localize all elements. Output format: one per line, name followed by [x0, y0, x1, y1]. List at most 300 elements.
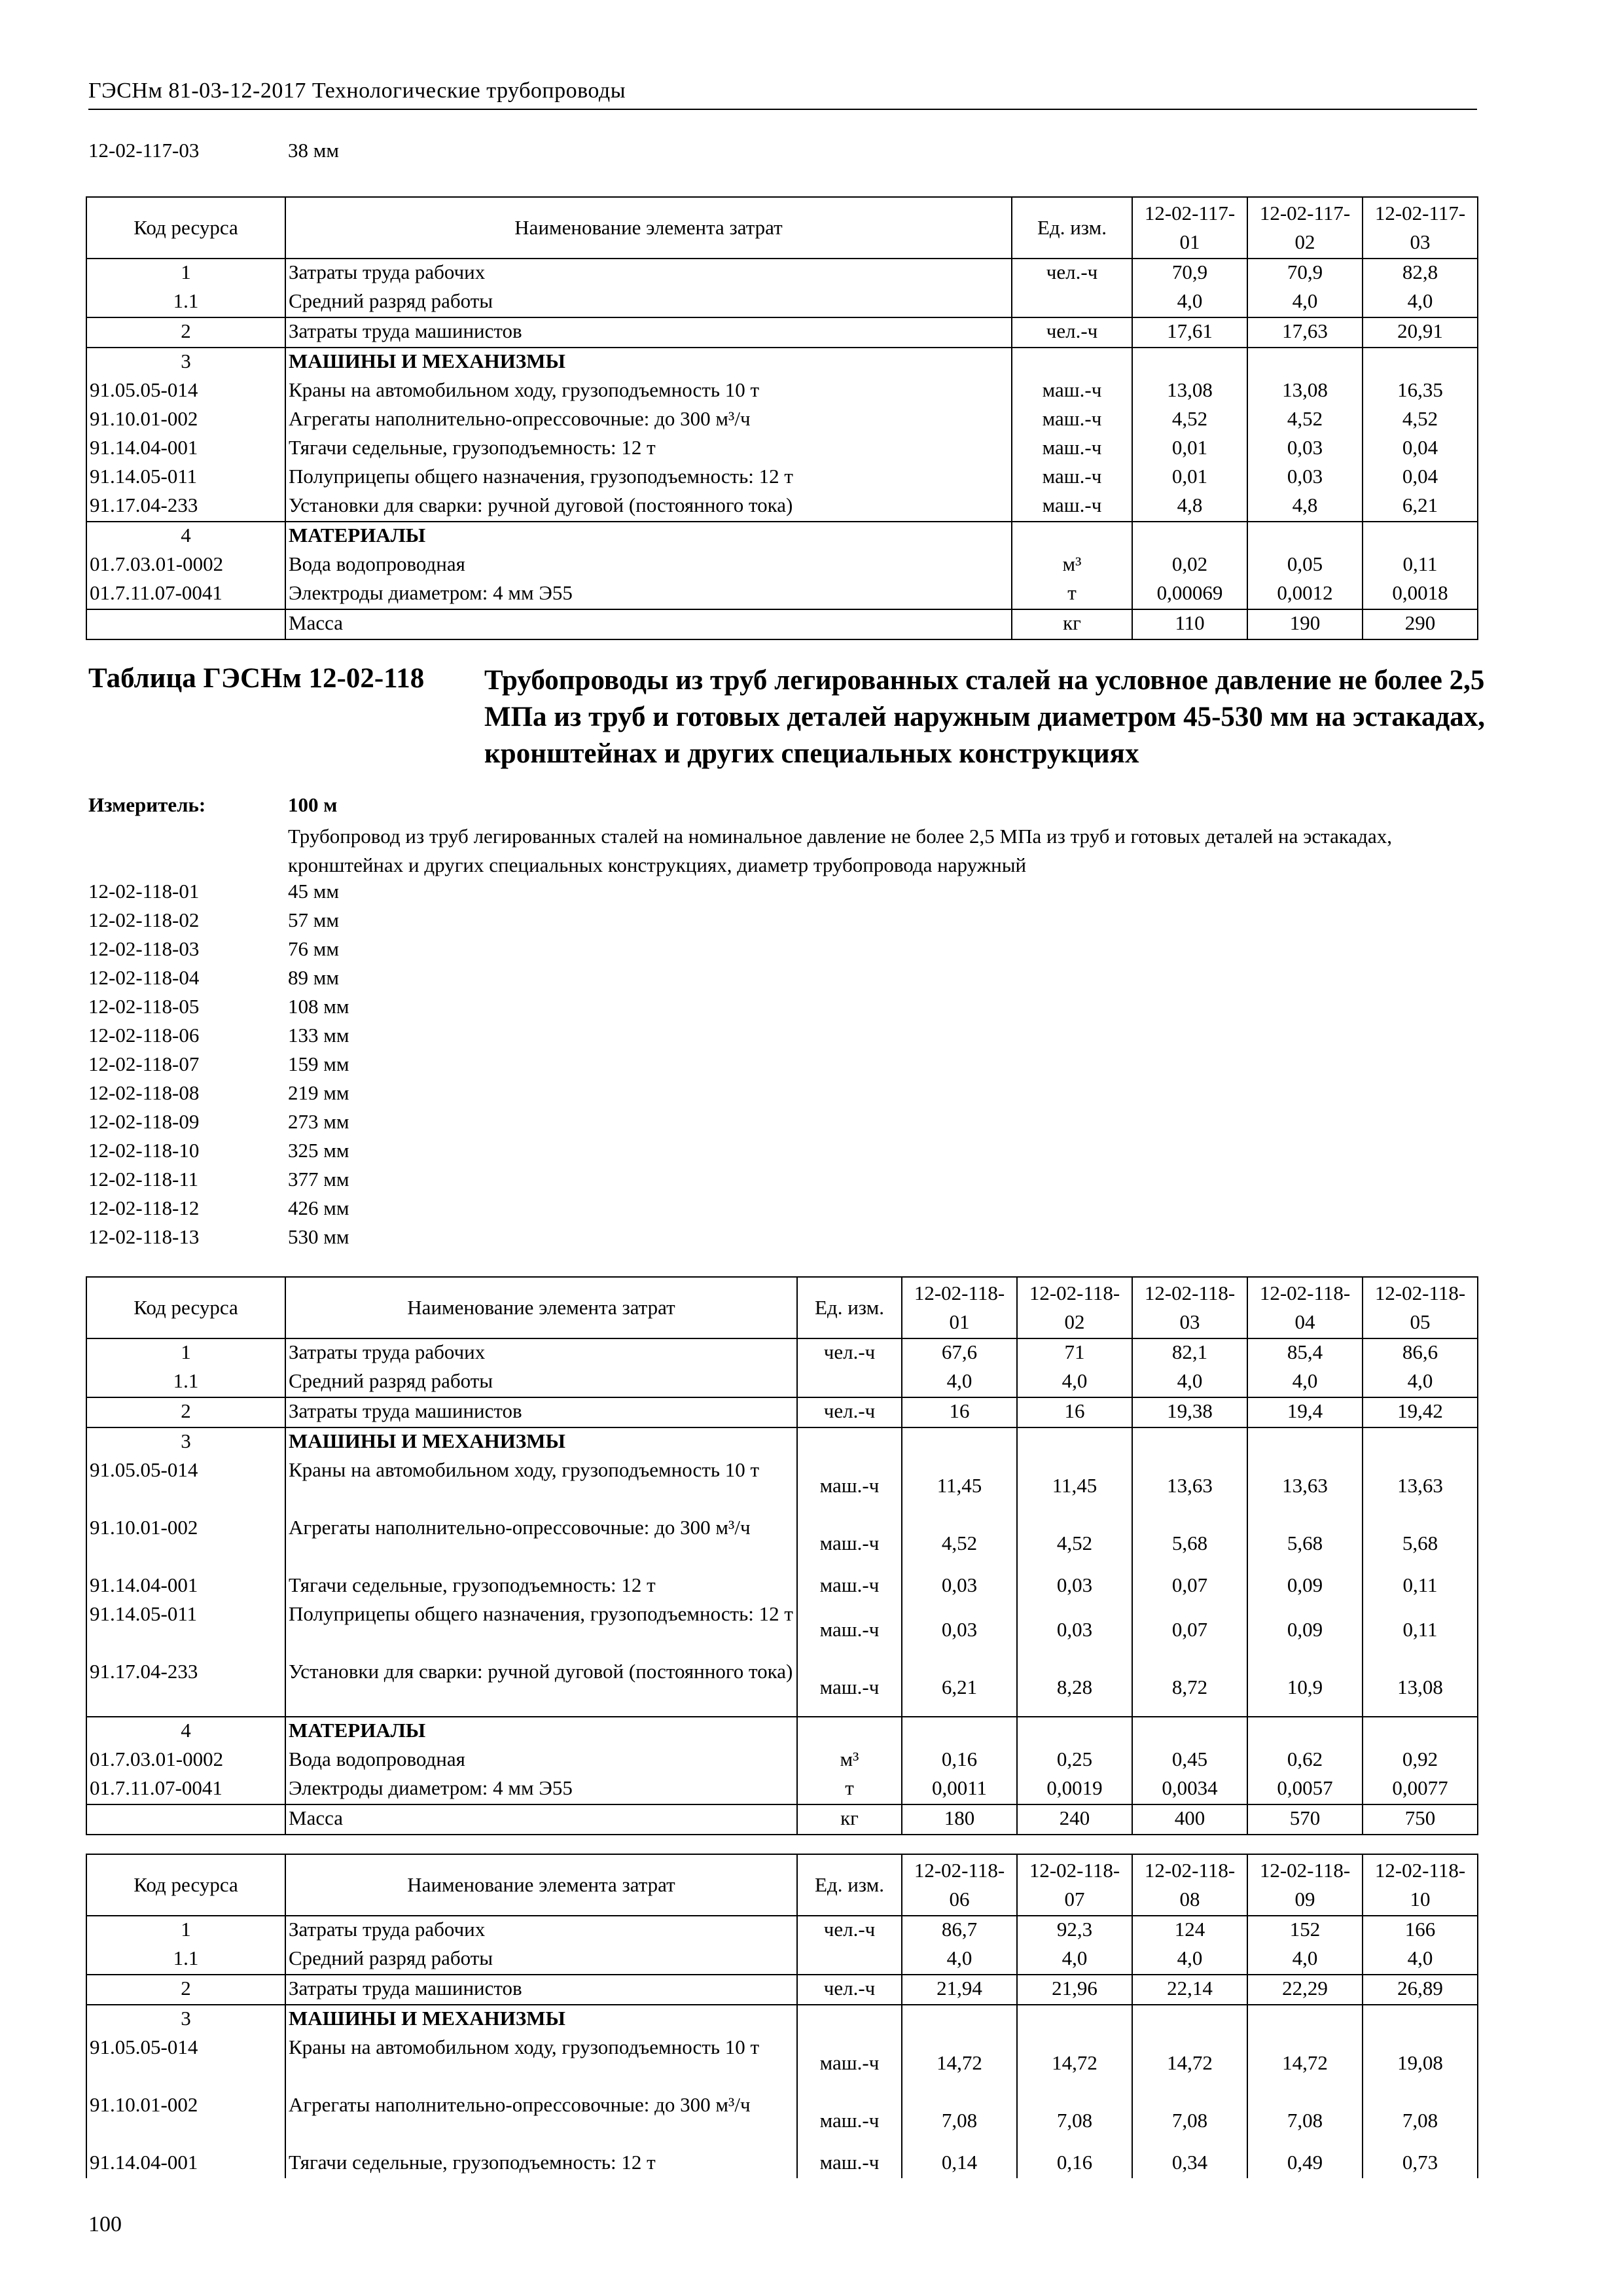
- resource-code: 91.14.04-001: [86, 1572, 285, 1601]
- resource-code: 91.10.01-002: [86, 406, 285, 435]
- header-col: 12-02-118-07: [1017, 1854, 1132, 1916]
- item-code: 12-02-118-08: [88, 1081, 200, 1104]
- resource-value: 13,63: [1247, 1457, 1363, 1515]
- resource-unit: маш.-ч: [797, 1515, 902, 1572]
- table-row: [86, 259, 1478, 288]
- diameter-item: [88, 1225, 349, 1249]
- item-value: 108 мм: [288, 995, 349, 1018]
- resource-code: 1.1: [86, 288, 285, 317]
- header-name: Наименование элемента затрат: [285, 197, 1012, 259]
- resource-name: Средний разряд работы: [285, 288, 1012, 317]
- table-row: [86, 492, 1478, 522]
- page-number: 100: [88, 2212, 122, 2236]
- resource-code: 91.17.04-233: [86, 1659, 285, 1717]
- resource-value: 4,8: [1247, 492, 1363, 522]
- resource-value: 8,72: [1132, 1659, 1247, 1717]
- resource-unit: маш.-ч: [1012, 463, 1132, 492]
- resource-value: 240: [1017, 1804, 1132, 1835]
- table-title: Трубопроводы из труб легированных сталей на условное давление не более 2,5 МПа из труб и готовых деталей наружным диаметром 45-530 мм на эстакадах, кронштейнах и других специальных конструкциях: [484, 665, 1485, 769]
- resource-code: 2: [86, 1975, 285, 2005]
- resource-code: 3: [86, 1427, 285, 1457]
- diameter-item: [88, 966, 339, 990]
- item-value: 219 мм: [288, 1081, 349, 1104]
- resource-name: Агрегаты наполнительно-опрессовочные: до 300 м³/ч: [285, 2092, 797, 2149]
- resource-value: 26,89: [1363, 1975, 1478, 2005]
- table-row: [86, 1804, 1478, 1835]
- resource-value: 82,1: [1132, 1338, 1247, 1368]
- resource-value: [1247, 1717, 1363, 1746]
- page-header: ГЭСНм 81-03-12-2017 Технологические трубопроводы: [88, 79, 626, 103]
- item-code: 12-02-118-02: [88, 908, 200, 931]
- resource-code: 4: [86, 522, 285, 551]
- table-label: Таблица ГЭСНм 12-02-118: [88, 663, 425, 694]
- table-row: [86, 1717, 1478, 1746]
- resource-value: 0,04: [1363, 463, 1478, 492]
- item-code: 12-02-117-03: [88, 139, 200, 162]
- resource-value: 92,3: [1017, 1916, 1132, 1945]
- diameter-item: [88, 1196, 349, 1220]
- resource-value: 7,08: [1363, 2092, 1478, 2149]
- resource-name: МАШИНЫ И МЕХАНИЗМЫ: [285, 1427, 797, 1457]
- header-unit: Ед. изм.: [797, 1277, 902, 1338]
- resource-value: [1363, 522, 1478, 551]
- resource-code: 1: [86, 1338, 285, 1368]
- resource-value: 4,52: [1363, 406, 1478, 435]
- resource-unit: т: [797, 1775, 902, 1804]
- resource-table-118-b: [86, 1854, 1478, 2178]
- resource-value: 7,08: [1247, 2092, 1363, 2149]
- resource-name: Полуприцепы общего назначения, грузоподъемность: 12 т: [285, 1601, 797, 1659]
- resource-value: 0,0034: [1132, 1775, 1247, 1804]
- resource-value: 16: [902, 1397, 1017, 1427]
- resource-value: 0,07: [1132, 1572, 1247, 1601]
- resource-value: 190: [1247, 609, 1363, 639]
- resource-value: 82,8: [1363, 259, 1478, 288]
- item-value: 426 мм: [288, 1196, 349, 1219]
- resource-value: [1132, 1427, 1247, 1457]
- resource-unit: чел.-ч: [797, 1975, 902, 2005]
- resource-name: Тягачи седельные, грузоподъемность: 12 т: [285, 435, 1012, 463]
- resource-value: 6,21: [902, 1659, 1017, 1717]
- measure-label: Измеритель:: [88, 793, 206, 816]
- header-col: 12-02-118-05: [1363, 1277, 1478, 1338]
- resource-code: 01.7.11.07-0041: [86, 580, 285, 609]
- resource-name: МАТЕРИАЛЫ: [285, 1717, 797, 1746]
- resource-unit: [797, 1945, 902, 1975]
- table-header-row: [86, 1277, 1478, 1338]
- resource-unit: м³: [797, 1746, 902, 1775]
- resource-value: 0,0011: [902, 1775, 1017, 1804]
- resource-name: Затраты труда машинистов: [285, 1975, 797, 2005]
- diameter-item: [88, 1110, 349, 1134]
- diameter-item: [88, 880, 339, 903]
- item-code: 12-02-118-03: [88, 937, 200, 960]
- resource-name: Установки для сварки: ручной дуговой (постоянного тока): [285, 1659, 797, 1717]
- resource-value: 16,35: [1363, 377, 1478, 406]
- item-code: 12-02-118-04: [88, 966, 200, 989]
- resource-name: Краны на автомобильном ходу, грузоподъемность 10 т: [285, 2034, 797, 2092]
- header-col: 12-02-118-06: [902, 1854, 1017, 1916]
- header-col: 12-02-117-03: [1363, 197, 1478, 259]
- resource-unit: маш.-ч: [1012, 406, 1132, 435]
- resource-unit: маш.-ч: [797, 1659, 902, 1717]
- resource-name: Вода водопроводная: [285, 551, 1012, 580]
- resource-value: 19,4: [1247, 1397, 1363, 1427]
- table-row: [86, 522, 1478, 551]
- header-unit: Ед. изм.: [1012, 197, 1132, 259]
- resource-value: 4,52: [1247, 406, 1363, 435]
- table-row: [86, 1659, 1478, 1717]
- resource-value: 4,0: [1132, 288, 1247, 317]
- resource-name: Тягачи седельные, грузоподъемность: 12 т: [285, 2149, 797, 2178]
- resource-value: 0,03: [1017, 1572, 1132, 1601]
- resource-value: 17,63: [1247, 317, 1363, 348]
- diameter-item: [88, 1139, 349, 1162]
- resource-value: 21,96: [1017, 1975, 1132, 2005]
- resource-value: 0,0018: [1363, 580, 1478, 609]
- resource-value: 5,68: [1132, 1515, 1247, 1572]
- resource-value: 4,0: [902, 1368, 1017, 1397]
- resource-value: 67,6: [902, 1338, 1017, 1368]
- item-value: 530 мм: [288, 1225, 349, 1248]
- resource-value: 4,0: [1363, 1368, 1478, 1397]
- resource-name: Масса: [285, 1804, 797, 1835]
- resource-value: 4,0: [1247, 1368, 1363, 1397]
- resource-code: 91.10.01-002: [86, 1515, 285, 1572]
- item-code: 12-02-118-06: [88, 1024, 200, 1047]
- resource-value: 11,45: [902, 1457, 1017, 1515]
- resource-value: 5,68: [1247, 1515, 1363, 1572]
- resource-value: 4,0: [1363, 288, 1478, 317]
- resource-unit: чел.-ч: [1012, 317, 1132, 348]
- resource-name: Затраты труда машинистов: [285, 317, 1012, 348]
- resource-name: Затраты труда рабочих: [285, 1338, 797, 1368]
- resource-unit: маш.-ч: [1012, 435, 1132, 463]
- resource-unit: [797, 1368, 902, 1397]
- table-row: [86, 1746, 1478, 1775]
- item-value: 133 мм: [288, 1024, 349, 1047]
- resource-name: Агрегаты наполнительно-опрессовочные: до 300 м³/ч: [285, 1515, 797, 1572]
- resource-table-118-a: [86, 1276, 1478, 1835]
- table-row: [86, 1515, 1478, 1572]
- table-row: [86, 1975, 1478, 2005]
- resource-value: 0,0077: [1363, 1775, 1478, 1804]
- resource-code: 01.7.03.01-0002: [86, 551, 285, 580]
- resource-unit: [797, 1717, 902, 1746]
- item-value: 89 мм: [288, 966, 339, 989]
- resource-value: 110: [1132, 609, 1247, 639]
- resource-unit: [797, 1427, 902, 1457]
- header-code: Код ресурса: [86, 197, 285, 259]
- resource-name: Затраты труда рабочих: [285, 259, 1012, 288]
- item-value: 45 мм: [288, 880, 339, 903]
- resource-value: 4,0: [1247, 288, 1363, 317]
- resource-value: 0,00069: [1132, 580, 1247, 609]
- diameter-item: [88, 1052, 349, 1076]
- resource-value: 11,45: [1017, 1457, 1132, 1515]
- resource-value: 7,08: [1132, 2092, 1247, 2149]
- resource-value: 70,9: [1132, 259, 1247, 288]
- header-name: Наименование элемента затрат: [285, 1854, 797, 1916]
- table-row: [86, 463, 1478, 492]
- resource-value: 22,14: [1132, 1975, 1247, 2005]
- table-row: [86, 580, 1478, 609]
- resource-code: [86, 1804, 285, 1835]
- resource-unit: чел.-ч: [797, 1397, 902, 1427]
- resource-unit: чел.-ч: [797, 1916, 902, 1945]
- resource-value: 4,8: [1132, 492, 1247, 522]
- resource-code: 1.1: [86, 1945, 285, 1975]
- resource-unit: маш.-ч: [797, 1457, 902, 1515]
- resource-code: 01.7.03.01-0002: [86, 1746, 285, 1775]
- header-col: 12-02-118-02: [1017, 1277, 1132, 1338]
- resource-name: Вода водопроводная: [285, 1746, 797, 1775]
- resource-value: 0,03: [902, 1572, 1017, 1601]
- resource-value: 290: [1363, 609, 1478, 639]
- resource-value: 4,0: [1017, 1945, 1132, 1975]
- resource-value: 0,07: [1132, 1601, 1247, 1659]
- resource-unit: [1012, 522, 1132, 551]
- resource-value: 85,4: [1247, 1338, 1363, 1368]
- item-code: 12-02-118-09: [88, 1110, 200, 1133]
- resource-value: 13,08: [1363, 1659, 1478, 1717]
- resource-value: 0,11: [1363, 1572, 1478, 1601]
- resource-unit: [797, 2005, 902, 2034]
- item-code: 12-02-118-13: [88, 1225, 200, 1248]
- resource-value: 0,01: [1132, 463, 1247, 492]
- item-code: 12-02-118-07: [88, 1052, 200, 1075]
- diameter-item: [88, 908, 339, 932]
- resource-code: 91.17.04-233: [86, 492, 285, 522]
- resource-value: 0,34: [1132, 2149, 1247, 2178]
- resource-name: МАШИНЫ И МЕХАНИЗМЫ: [285, 2005, 797, 2034]
- resource-name: Полуприцепы общего назначения, грузоподъемность: 12 т: [285, 463, 1012, 492]
- item-value: 38 мм: [288, 139, 339, 162]
- resource-unit: кг: [797, 1804, 902, 1835]
- resource-code: 91.14.04-001: [86, 435, 285, 463]
- resource-value: [1017, 1427, 1132, 1457]
- resource-name: Тягачи седельные, грузоподъемность: 12 т: [285, 1572, 797, 1601]
- resource-unit: маш.-ч: [797, 1601, 902, 1659]
- resource-value: 16: [1017, 1397, 1132, 1427]
- resource-unit: чел.-ч: [797, 1338, 902, 1368]
- resource-value: [1017, 2005, 1132, 2034]
- diameter-item: [88, 1168, 349, 1191]
- resource-value: [1247, 1427, 1363, 1457]
- resource-code: 4: [86, 1717, 285, 1746]
- resource-value: 4,52: [1132, 406, 1247, 435]
- resource-value: 0,09: [1247, 1572, 1363, 1601]
- resource-value: 570: [1247, 1804, 1363, 1835]
- resource-value: [902, 2005, 1017, 2034]
- table-row: [86, 1338, 1478, 1368]
- resource-value: 0,02: [1132, 551, 1247, 580]
- resource-value: 17,61: [1132, 317, 1247, 348]
- item-value: 325 мм: [288, 1139, 349, 1162]
- resource-name: МАШИНЫ И МЕХАНИЗМЫ: [285, 348, 1012, 377]
- resource-value: 0,14: [902, 2149, 1017, 2178]
- resource-code: 1: [86, 1916, 285, 1945]
- measure-description: Трубопровод из труб легированных сталей на номинальное давление не более 2,5 МПа из труб и готовых деталей на эстакадах, кронштейнах и других специальных конструкциях, диаметр трубопровода наружный: [288, 825, 1392, 876]
- resource-value: 4,52: [1017, 1515, 1132, 1572]
- resource-value: 0,11: [1363, 1601, 1478, 1659]
- table-row: [86, 551, 1478, 580]
- resource-code: 91.05.05-014: [86, 377, 285, 406]
- table-row: [86, 1916, 1478, 1945]
- resource-code: 1.1: [86, 1368, 285, 1397]
- resource-value: [1247, 2005, 1363, 2034]
- table-row: [86, 1775, 1478, 1804]
- resource-value: 70,9: [1247, 259, 1363, 288]
- resource-value: [902, 1717, 1017, 1746]
- resource-unit: маш.-ч: [1012, 492, 1132, 522]
- resource-value: 4,0: [1247, 1945, 1363, 1975]
- resource-value: 21,94: [902, 1975, 1017, 2005]
- resource-value: 0,03: [902, 1601, 1017, 1659]
- resource-code: 91.05.05-014: [86, 1457, 285, 1515]
- resource-value: 0,62: [1247, 1746, 1363, 1775]
- resource-name: Электроды диаметром: 4 мм Э55: [285, 580, 1012, 609]
- item-code: 12-02-118-12: [88, 1196, 200, 1219]
- resource-value: 0,05: [1247, 551, 1363, 580]
- resource-value: 4,0: [902, 1945, 1017, 1975]
- table-row: [86, 609, 1478, 639]
- resource-code: 1: [86, 259, 285, 288]
- resource-name: Масса: [285, 609, 1012, 639]
- table-row: [86, 1397, 1478, 1427]
- resource-value: [1132, 2005, 1247, 2034]
- table-header-row: [86, 1854, 1478, 1916]
- resource-value: 0,04: [1363, 435, 1478, 463]
- resource-value: 10,9: [1247, 1659, 1363, 1717]
- resource-value: 7,08: [902, 2092, 1017, 2149]
- item-value: 273 мм: [288, 1110, 349, 1133]
- resource-code: 91.05.05-014: [86, 2034, 285, 2092]
- table-row: [86, 377, 1478, 406]
- resource-value: 750: [1363, 1804, 1478, 1835]
- resource-value: 4,0: [1363, 1945, 1478, 1975]
- header-col: 12-02-118-09: [1247, 1854, 1363, 1916]
- table-row: [86, 1601, 1478, 1659]
- resource-value: 7,08: [1017, 2092, 1132, 2149]
- resource-code: 2: [86, 317, 285, 348]
- resource-value: 124: [1132, 1916, 1247, 1945]
- resource-value: [1363, 1427, 1478, 1457]
- table-row: [86, 406, 1478, 435]
- resource-value: 14,72: [1017, 2034, 1132, 2092]
- item-code: 12-02-118-11: [88, 1168, 199, 1191]
- resource-value: 5,68: [1363, 1515, 1478, 1572]
- resource-value: 13,63: [1363, 1457, 1478, 1515]
- resource-code: [86, 609, 285, 639]
- resource-code: 3: [86, 2005, 285, 2034]
- resource-unit: чел.-ч: [1012, 259, 1132, 288]
- resource-value: [1132, 1717, 1247, 1746]
- resource-value: 152: [1247, 1916, 1363, 1945]
- resource-name: Затраты труда рабочих: [285, 1916, 797, 1945]
- resource-value: [1132, 522, 1247, 551]
- resource-value: [1247, 522, 1363, 551]
- table-header-row: [86, 197, 1478, 259]
- prev-item-row: [88, 139, 339, 162]
- table-row: [86, 2149, 1478, 2178]
- resource-unit: т: [1012, 580, 1132, 609]
- resource-value: 0,0012: [1247, 580, 1363, 609]
- table-row: [86, 288, 1478, 317]
- header-col: 12-02-117-02: [1247, 197, 1363, 259]
- table-row: [86, 1427, 1478, 1457]
- resource-value: 0,25: [1017, 1746, 1132, 1775]
- table-row: [86, 317, 1478, 348]
- resource-code: 3: [86, 348, 285, 377]
- resource-value: 19,42: [1363, 1397, 1478, 1427]
- item-code: 12-02-118-01: [88, 880, 200, 903]
- table-row: [86, 1945, 1478, 1975]
- resource-value: 400: [1132, 1804, 1247, 1835]
- resource-value: 13,08: [1247, 377, 1363, 406]
- resource-value: 22,29: [1247, 1975, 1363, 2005]
- resource-unit: маш.-ч: [797, 2092, 902, 2149]
- resource-value: 4,0: [1132, 1368, 1247, 1397]
- resource-value: 0,01: [1132, 435, 1247, 463]
- measure-value: 100 м: [288, 793, 338, 816]
- item-code: 12-02-118-10: [88, 1139, 200, 1162]
- resource-value: 166: [1363, 1916, 1478, 1945]
- item-value: 57 мм: [288, 908, 339, 931]
- resource-unit: маш.-ч: [797, 2034, 902, 2092]
- resource-code: 91.14.04-001: [86, 2149, 285, 2178]
- resource-name: Краны на автомобильном ходу, грузоподъемность 10 т: [285, 377, 1012, 406]
- resource-value: 20,91: [1363, 317, 1478, 348]
- resource-value: 0,03: [1247, 435, 1363, 463]
- resource-unit: [1012, 348, 1132, 377]
- resource-value: [902, 1427, 1017, 1457]
- resource-code: 91.14.05-011: [86, 1601, 285, 1659]
- header-rule: [88, 109, 1477, 110]
- resource-value: 6,21: [1363, 492, 1478, 522]
- resource-value: 0,49: [1247, 2149, 1363, 2178]
- resource-value: 4,0: [1132, 1945, 1247, 1975]
- resource-value: 0,16: [902, 1746, 1017, 1775]
- resource-value: [1017, 1717, 1132, 1746]
- resource-value: 0,03: [1247, 463, 1363, 492]
- table-row: [86, 1457, 1478, 1515]
- header-col: 12-02-118-10: [1363, 1854, 1478, 1916]
- resource-value: [1363, 348, 1478, 377]
- resource-name: Средний разряд работы: [285, 1368, 797, 1397]
- diameter-item: [88, 1024, 349, 1047]
- resource-value: 180: [902, 1804, 1017, 1835]
- resource-value: [1132, 348, 1247, 377]
- resource-value: 19,38: [1132, 1397, 1247, 1427]
- resource-name: Затраты труда машинистов: [285, 1397, 797, 1427]
- resource-value: [1363, 2005, 1478, 2034]
- resource-name: Средний разряд работы: [285, 1945, 797, 1975]
- table-row: [86, 1368, 1478, 1397]
- resource-value: 14,72: [1247, 2034, 1363, 2092]
- diameter-item: [88, 1081, 349, 1105]
- table-row: [86, 2034, 1478, 2092]
- resource-code: 01.7.11.07-0041: [86, 1775, 285, 1804]
- resource-unit: маш.-ч: [797, 2149, 902, 2178]
- header-col: 12-02-118-03: [1132, 1277, 1247, 1338]
- resource-unit: кг: [1012, 609, 1132, 639]
- resource-value: 0,92: [1363, 1746, 1478, 1775]
- resource-value: [1247, 348, 1363, 377]
- diameter-item: [88, 937, 339, 961]
- resource-value: 0,09: [1247, 1601, 1363, 1659]
- resource-name: МАТЕРИАЛЫ: [285, 522, 1012, 551]
